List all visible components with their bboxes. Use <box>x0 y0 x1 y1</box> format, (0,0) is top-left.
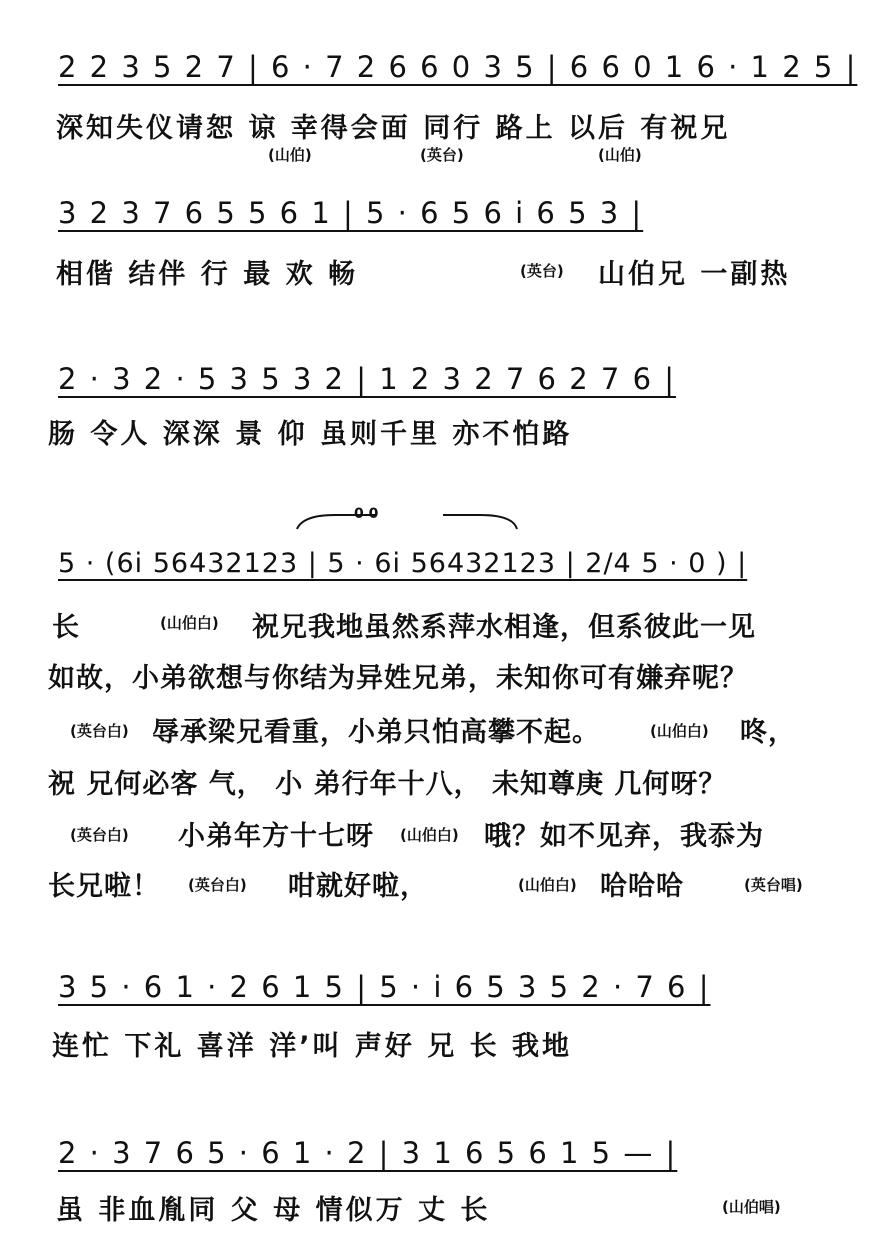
speech-line-6b: 咁就好啦， <box>288 871 428 902</box>
role-label: (山伯白) <box>400 826 459 844</box>
fermata-label: 0 0 <box>354 506 379 522</box>
notation-line-3: 2 · 3 2 · 5 3 5 3 2 | 1 2 3 2 7 6 2 7 6 | <box>58 362 677 396</box>
speech-line-6c: 哈哈哈 <box>600 871 684 902</box>
speech-line-3: 辱承梁兄看重，小弟只怕高攀不起。 <box>152 717 600 748</box>
speech-line-5b: 哦？如不见弃，我忝为 <box>484 821 764 852</box>
notation-line-5: 3 5 · 6 1 · 2 6 1 5 | 5 · i 6 5 3 5 2 · 7 6 | <box>58 970 711 1004</box>
speech-line-6: 长兄啦！ <box>48 871 160 902</box>
notation-line-4: 5 · (6i 56432123 | 5 · 6i 56432123 | 2/4 5 · 0 ) | <box>58 548 748 579</box>
role-label: (英台白) <box>188 876 247 894</box>
lyrics-line-2: 相偕 结伴 行 最 欢 畅 <box>56 259 358 290</box>
role-label: (英台) <box>420 146 464 164</box>
fermata-arc <box>295 505 520 535</box>
notation-line-1: 2 2 3 5 2 7 | 6 · 7 2 6 6 0 3 5 | 6 6 0 1 6 · 1 2 5 | <box>58 50 858 84</box>
role-label: (山伯白) <box>518 876 577 894</box>
speech-line-4: 祝 兄何必客 气， 小 弟行年十八， 未知尊庚 几何呀？ <box>48 769 727 800</box>
role-label: (英台白) <box>70 722 129 740</box>
lyrics-line-5: 连忙 下礼 喜洋 洋’叫 声好 兄 长 我地 <box>52 1031 573 1062</box>
speech-line-3b: 咚， <box>740 717 796 748</box>
role-label: (山伯白) <box>650 722 709 740</box>
lyrics-line-3: 肠 令人 深深 景 仰 虽则千里 亦不怕路 <box>48 419 573 450</box>
speech-line-5: 小弟年方十七呀 <box>178 821 374 852</box>
role-label: (英台白) <box>70 826 129 844</box>
lyrics-line-1: 深知失仪请恕 谅 幸得会面 同行 路上 以后 有祝兄 <box>56 113 731 144</box>
role-label: (山伯) <box>598 146 642 164</box>
role-label: (英台) <box>520 262 564 280</box>
lyrics-line-2b: 山伯兄 一副热 <box>598 259 791 290</box>
role-label: (山伯唱) <box>722 1198 781 1216</box>
role-label: (山伯白) <box>160 614 219 632</box>
speech-line-1: 祝兄我地虽然系萍水相逢，但系彼此一见 <box>252 612 756 643</box>
lyrics-line-6: 虽 非血胤同 父 母 情似万 丈 长 <box>56 1195 491 1226</box>
notation-line-6: 2 · 3 7 6 5 · 6 1 · 2 | 3 1 6 5 6 1 5 — | <box>58 1136 678 1170</box>
role-label: (山伯) <box>268 146 312 164</box>
lyrics-line-4: 长 <box>52 612 82 643</box>
notation-line-2: 3 2 3 7 6 5 5 6 1 | 5 · 6 5 6 i 6 5 3 | <box>58 196 644 230</box>
role-label: (英台唱) <box>744 876 803 894</box>
speech-line-2: 如故，小弟欲想与你结为异姓兄弟，未知你可有嫌弃呢？ <box>48 663 748 694</box>
